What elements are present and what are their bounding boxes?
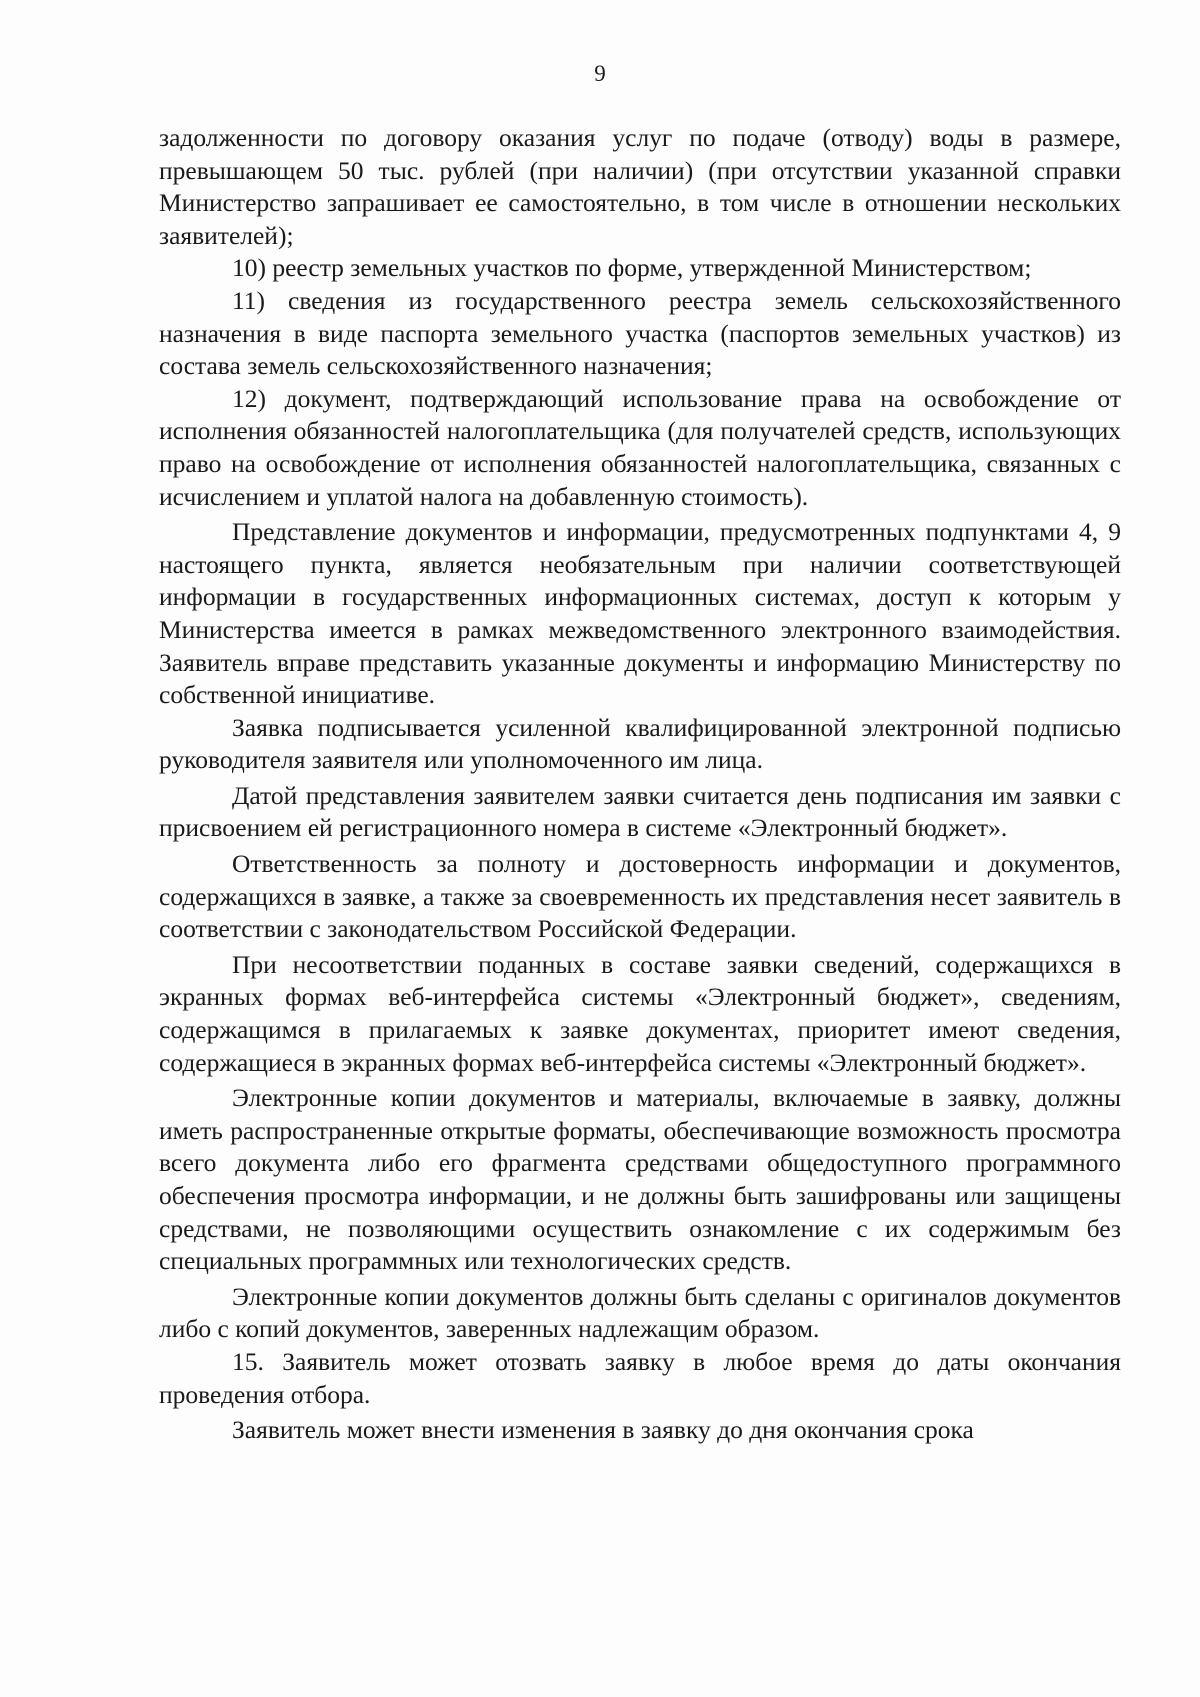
paragraph-electronic-copies: Электронные копии документов должны быть сделаны с оригиналов документов либо с копий документов, заверенных надлежащим образом. [159,1281,1121,1344]
paragraph-responsibility: Ответственность за полноту и достоверность информации и документов, содержащихся в заявке, а также за своевременность их представления несет заявитель в соответствии с законодательством Российской Федерации. [159,849,1121,944]
paragraph-data-priority: При несоответствии поданных в составе заявки сведений, содержащихся в экранных формах веб-интерфейса системы «Электронный бюджет», сведениям, содержащимся в прилагаемых к заявке документах, приоритет имеют сведения, содержащиеся в экранных формах веб-интерфейса системы «Электронный бюджет». [159,949,1121,1077]
document-body [159,122,1121,1447]
list-item-11: 11) сведения из государственного реестра земель сельскохозяйственного назначения в виде паспорта земельного участка (паспортов земельных участков) из состава земель сельскохозяйственного назначения; [159,285,1121,381]
paragraph-optional-documents: Представление документов и информации, предусмотренных подпунктами 4, 9 настоящего пункта, является необязательным при наличии соответствующей информации в государственных информационных системах, доступ к которым у Министерства имеется в рамках межведомственного электронного взаимодействия. Заявитель вправе представить указанные документы и информацию Министерству по собственной инициативе. [159,517,1121,710]
paragraph-continuation: задолженности по договору оказания услуг по подаче (отводу) воды в размере, превышающем 50 тыс. рублей (при наличии) (при отсутствии указанной справки Министерство запрашивает ее самостоятельно, в том числе в отношении нескольких заявителей); [159,123,1121,250]
paragraph-amendments: Заявитель может внести изменения в заявку до дня окончания срока [232,1415,974,1445]
paragraph-submission-date: Датой представления заявителем заявки считается день подписания им заявки с присвоением ей регистрационного номера в системе «Электронный бюджет». [159,780,1121,843]
paragraph-signature: Заявка подписывается усиленной квалифицированной электронной подписью руководителя заявителя или уполномоченного им лица. [159,712,1121,775]
paragraph-item-15: 15. Заявитель может отозвать заявку в любое время до даты окончания проведения отбора. [159,1346,1121,1409]
list-item-10: 10) реестр земельных участков по форме, утвержденной Министерством; [232,253,1032,283]
list-item-12: 12) документ, подтверждающий использование права на освобождение от исполнения обязанностей налогоплательщика (для получателей средств, использующих право на освобождение от исполнения обязанностей налогоплательщика, связанных с исчислением и уплатой налога на добавленную стоимость). [159,383,1121,511]
page-number: 9 [594,61,606,86]
paragraph-electronic-formats: Электронные копии документов и материалы, включаемые в заявку, должны иметь распространенные открытые форматы, обеспечивающие возможность просмотра всего документа либо его фрагмента средствами общедоступного программного обеспечения просмотра информации, и не должны быть зашифрованы или защищены средствами, не позволяющими осуществить ознакомление с их содержимым без специальных программных или технологических средств. [159,1083,1121,1276]
